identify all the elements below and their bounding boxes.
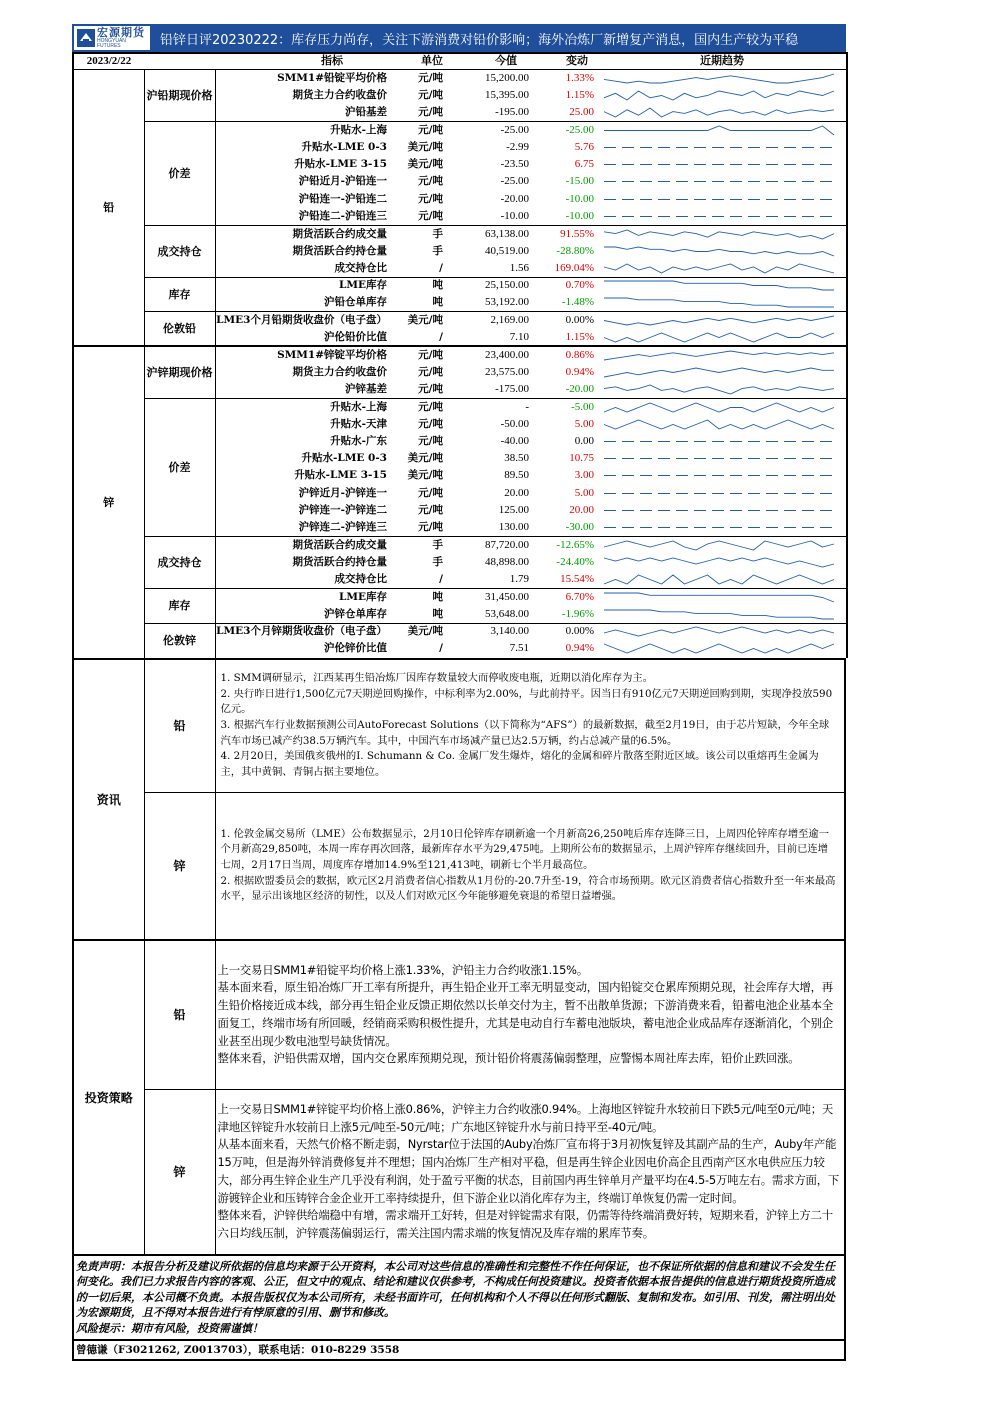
report-page — [72, 24, 846, 1361]
value-cell: 15,395.00 — [485, 88, 529, 101]
sparkline-cell — [598, 571, 847, 588]
unit-cell: 元/吨 — [418, 382, 443, 395]
change-cell: 5.00 — [574, 486, 594, 499]
change-cell: 0.00% — [533, 623, 598, 640]
sparkline-cell — [598, 156, 847, 173]
unit-cell: 元/吨 — [393, 121, 449, 138]
indicator-name: 期货活跃合约成交量 — [215, 225, 393, 242]
group-label: 库存 — [144, 277, 215, 312]
unit-cell: 吨 — [393, 277, 449, 294]
sparkline-chart — [598, 468, 842, 483]
strategy-zinc-label: 锌 — [144, 1090, 215, 1254]
sparkline-cell — [598, 260, 847, 277]
value-cell: -50.00 — [500, 417, 529, 430]
group-label: 库存 — [144, 588, 215, 623]
sparkline-line — [604, 316, 834, 325]
sparkline-line — [604, 281, 834, 290]
header-today: 今值 — [449, 53, 533, 70]
change-cell: 0.94% — [565, 642, 594, 655]
change-cell: 15.54% — [560, 573, 594, 585]
sparkline-chart — [598, 503, 842, 518]
unit-cell: 吨 — [432, 296, 443, 309]
value-cell: -175.00 — [495, 382, 529, 395]
group-label: 伦敦锌 — [144, 623, 215, 658]
unit-cell: / — [439, 573, 443, 585]
sparkline-chart — [598, 555, 842, 570]
change-cell: -25.00 — [533, 121, 598, 138]
sparkline-cell — [598, 173, 847, 190]
change-cell: 1.33% — [565, 71, 594, 84]
news-lead-item: 3. 根据汽车行业数据预测公司AutoForecast Solutions（以下简称为“AFS”）的最新数据，截至2月19日，由于芯片短缺，今年全球汽车市场已减产约38.5万辆汽车。其中，中国汽车市场减产量已达2.5万辆，约占总减产量的6.5%。 — [220, 719, 830, 747]
indicator-name: 升贴水-LME 3-15 — [294, 158, 387, 171]
sparkline-chart — [598, 400, 842, 415]
analyst-contact: 曾德谦（F3021262, Z0013703），联系电话：010-8229 3558 — [72, 1341, 846, 1361]
sparkline-cell — [598, 139, 847, 156]
group-label: 成交持仓 — [144, 537, 215, 589]
sparkline-cell — [598, 398, 847, 415]
indicator-name: LME3个月锌期货收盘价（电子盘） — [215, 623, 393, 640]
news-lead-item: 2. 央行昨日进行1,500亿元7天期逆回购操作，中标利率为2.00%，与此前持平。因当日有910亿元7天期逆回购到期，实现净投放590亿元。 — [220, 687, 833, 716]
indicator-name: 升贴水-天津 — [330, 417, 387, 430]
sparkline-cell — [598, 208, 847, 225]
sparkline-cell — [598, 450, 847, 467]
sparkline-chart — [598, 641, 842, 656]
unit-cell: 手 — [393, 225, 449, 242]
sparkline-chart — [598, 209, 842, 224]
unit-cell: 元/吨 — [418, 365, 443, 378]
sparkline-chart — [598, 157, 842, 172]
value-cell: -23.50 — [500, 158, 529, 171]
value-cell: 2,169.00 — [449, 312, 533, 329]
group-label: 沪锌期现价格 — [144, 346, 215, 398]
sparkline-chart — [598, 330, 842, 345]
indicator-name: 升贴水-上海 — [215, 398, 393, 415]
sparkline-chart — [598, 348, 842, 363]
change-cell: 0.00% — [533, 312, 598, 329]
group-label: 价差 — [144, 398, 215, 536]
unit-cell: 元/吨 — [418, 209, 443, 222]
change-cell: 6.70% — [533, 588, 598, 605]
news-zinc-content — [215, 793, 845, 939]
value-cell: -10.00 — [500, 209, 529, 222]
sparkline-line — [604, 333, 834, 342]
value-cell: 20.00 — [504, 486, 529, 499]
sparkline-chart — [598, 417, 842, 432]
value-cell: 87,720.00 — [449, 537, 533, 554]
value-cell: 89.50 — [504, 469, 529, 482]
sparkline-chart — [598, 244, 842, 259]
change-cell: -20.00 — [565, 382, 594, 395]
strategy-lead-label: 铅 — [144, 940, 215, 1090]
value-cell: 31,450.00 — [449, 588, 533, 605]
change-cell: 10.75 — [569, 452, 594, 465]
sparkline-line — [604, 126, 834, 135]
sparkline-line — [604, 91, 834, 100]
indicator-name: 沪锌连二-沪锌连三 — [298, 521, 387, 534]
value-cell: 40,519.00 — [485, 244, 529, 257]
sparkline-cell — [598, 502, 847, 519]
table-row — [73, 312, 847, 329]
value-cell: 38.50 — [504, 452, 529, 465]
disclaimer-text: 免责声明：本报告分析及建议所依据的信息均来源于公开资料，本公司对这些信息的准确性和完整性不作任何保证，也不保证所依据的信息和建议不会发生任何变化。我们已力求报告内容的客观、公正，但文中的观点、结论和建议仅供参考，不构成任何投资建议。投资者依据本报告提供的信息进行期货投资所造成的一切后果，本公司概不负责。本报告版权仅为本公司所有，未经书面许可，任何机构和个人不得以任何形式翻版、复制和发布。如引用、刊发，需注明出处为宏源期货，且不得对本报告进行有悖原意的引用、删节和修改。 — [76, 1259, 835, 1320]
indicator-name: 沪铅基差 — [345, 105, 387, 118]
change-cell: 5.00 — [574, 417, 594, 430]
unit-cell: 元/吨 — [418, 486, 443, 499]
change-cell: 169.04% — [554, 261, 594, 274]
unit-cell: 元/吨 — [418, 71, 443, 84]
indicator-name: 沪铅仓单库存 — [324, 296, 387, 309]
change-cell: 0.94% — [565, 365, 594, 378]
sparkline-cell — [598, 415, 847, 432]
news-label: 资讯 — [73, 659, 144, 939]
unit-cell: 元/吨 — [418, 175, 443, 188]
indicator-name: 升贴水-上海 — [215, 121, 393, 138]
report-header — [72, 24, 846, 52]
sparkline-chart — [598, 590, 842, 605]
sparkline-cell — [598, 87, 847, 104]
value-cell: - — [449, 398, 533, 415]
table-row — [73, 398, 847, 415]
unit-cell: 元/吨 — [393, 346, 449, 363]
sparkline-cell — [598, 433, 847, 450]
change-cell: 0.70% — [533, 277, 598, 294]
news-lead-label: 铅 — [144, 659, 215, 793]
sparkline-cell — [598, 294, 847, 311]
indicator-name: 沪伦锌价比值 — [324, 642, 387, 655]
indicator-name: 期货主力合约收盘价 — [292, 88, 387, 101]
sparkline-chart — [598, 538, 842, 553]
unit-cell: / — [439, 642, 443, 655]
change-cell: 25.00 — [569, 105, 594, 118]
indicator-name: SMM1#铅锭平均价格 — [277, 71, 387, 84]
change-cell: 1.15% — [565, 88, 594, 101]
sparkline-cell — [598, 277, 847, 294]
sparkline-cell — [598, 346, 847, 363]
sparkline-chart — [598, 624, 842, 639]
news-zinc-label: 锌 — [144, 793, 215, 939]
change-cell: 20.00 — [569, 504, 594, 517]
risk-warning: 风险提示：期市有风险，投资需谨慎！ — [76, 1321, 263, 1335]
value-cell: 53,192.00 — [485, 296, 529, 309]
unit-cell: 元/吨 — [418, 88, 443, 101]
sparkline-line — [604, 575, 834, 584]
sparkline-cell — [598, 519, 847, 536]
header-indicator: 指标 — [215, 53, 393, 70]
disclaimer — [72, 1254, 846, 1341]
strategy-zinc-para: 上一交易日SMM1#锌锭平均价格上涨0.86%，沪锌主力合约收涨0.94%。上海地区锌锭升水较前日下跌5元/吨至0元/吨；天津地区锌锭升水较前日上涨5元/吨至-50元/吨；广东地区锌锭升水与前日持平至-40元/吨。 — [217, 1102, 834, 1134]
value-cell: 7.51 — [509, 642, 529, 655]
unit-cell: 元/吨 — [418, 105, 443, 118]
change-cell: -1.96% — [561, 607, 594, 620]
indicator-name: 升贴水-广东 — [330, 434, 387, 447]
sparkline-cell — [598, 312, 847, 329]
table-row — [73, 225, 847, 242]
unit-cell: 元/吨 — [418, 521, 443, 534]
group-label: 伦敦铅 — [144, 312, 215, 347]
value-cell: 63,138.00 — [449, 225, 533, 242]
unit-cell: 美元/吨 — [393, 312, 449, 329]
sparkline-line — [604, 593, 834, 602]
sparkline-chart — [598, 123, 842, 138]
header-trend: 近期趋势 — [598, 53, 847, 70]
report-date: 2023/2/22 — [73, 53, 144, 70]
unit-cell: 美元/吨 — [393, 623, 449, 640]
news-zinc-item: 1. 伦敦金属交易所（LME）公布数据显示，2月10日伦锌库存刷新逾一个月新高26,250吨后库存连降三日，上周四伦锌库存增至逾一个月新高29,850吨，本周一库存再次回落，最新库存水平为29,475吨。上期所公布的数据显示，上周沪锌库存继续回升，目前已连增七周，2月17日当周，周度库存增加14.9%至121,413吨，刷新七个半月最高位。 — [220, 827, 830, 872]
unit-cell: 美元/吨 — [407, 140, 443, 153]
change-cell: -24.40% — [556, 555, 594, 568]
sparkline-chart — [598, 313, 842, 328]
logo-cn: 宏源期货 — [97, 26, 145, 39]
sparkline-cell — [598, 554, 847, 571]
value-cell: 7.10 — [509, 330, 529, 343]
unit-cell: 手 — [432, 244, 443, 257]
strategy-zinc-para: 整体来看，沪锌供给端稳中有增，需求端开工好转，但是对锌锭需求有限，仍需等待终端消费好转，短期来看，沪锌上方二十六日均线压制，沪锌震荡偏弱运行，需关注国内需求端的恢复情况及库存端的累库节奏。 — [217, 1208, 833, 1240]
sparkline-chart — [598, 520, 842, 535]
change-cell: 3.00 — [574, 469, 594, 482]
change-cell: 1.15% — [565, 330, 594, 343]
news-lead-item: 1. SMM调研显示，江西某再生铅冶炼厂因库存数量较大而停收废电瓶，近期以消化库存为主。 — [220, 672, 654, 685]
indicator-name: 期货活跃合约持仓量 — [292, 244, 387, 257]
sparkline-line — [604, 644, 834, 653]
strategy-zinc-para: 从基本面来看，天然气价格不断走弱，Nyrstar位于法国的Auby冶炼厂宣布将于3月初恢复锌及其副产品的生产，Auby年产能15万吨，但是海外锌消费修复并不理想；国内冶炼厂生产相对平稳，但是再生锌企业因电价高企且西南产区水电供应压力较大，部分再生锌企业生产几乎没有利润，处于盈亏平衡的状态，目前国内再生锌单月产量平均在4.5-5万吨左右。需求方面，下游镀锌企业和压铸锌合金企业开工率持续提升，但下游企业以消化库存为主，终端订单恢复仍需一定时间。 — [217, 1137, 840, 1205]
sparkline-line — [604, 351, 834, 360]
value-cell: 25,150.00 — [449, 277, 533, 294]
unit-cell: 元/吨 — [418, 417, 443, 430]
strategy-lead-para: 整体来看，沪铅供需双增，国内交仓累库预期兑现，预计铅价将震荡偏弱整理，应警惕本周社库去库，铅价止跌回涨。 — [217, 1051, 800, 1066]
news-zinc-item: 2. 根据欧盟委员会的数据，欧元区2月消费者信心指数从1月份的-20.7升至-19，符合市场预期。欧元区消费者信心指数升至一年来最高水平，显示出该地区经济的韧性，以及人们对欧元区今年能够避免衰退的希望日益增强。 — [220, 874, 836, 903]
value-cell: 23,400.00 — [449, 346, 533, 363]
sparkline-chart — [598, 278, 842, 293]
sparkline-cell — [598, 104, 847, 121]
sparkline-cell — [598, 467, 847, 484]
sparkline-chart — [598, 382, 842, 397]
logo-en: HONGYUAN FUTURES — [97, 37, 126, 49]
unit-cell: 吨 — [432, 607, 443, 620]
sparkline-chart — [598, 365, 842, 380]
value-cell: 130.00 — [498, 521, 529, 534]
sparkline-line — [604, 610, 834, 619]
sparkline-chart — [598, 572, 842, 587]
table-header-row — [73, 53, 847, 70]
unit-cell: 手 — [393, 537, 449, 554]
unit-cell: 元/吨 — [418, 192, 443, 205]
table-row — [73, 537, 847, 554]
value-cell: 15,200.00 — [485, 71, 529, 84]
group-label: 沪铅期现价格 — [144, 70, 215, 122]
change-cell: -5.00 — [533, 398, 598, 415]
strategy-section — [72, 939, 846, 1254]
sparkline-line — [604, 403, 834, 412]
strategy-label: 投资策略 — [73, 940, 144, 1254]
indicator-name: 期货活跃合约持仓量 — [292, 555, 387, 568]
unit-cell: 美元/吨 — [407, 158, 443, 171]
change-cell: -10.00 — [565, 209, 594, 222]
change-cell: 91.55% — [533, 225, 598, 242]
change-cell: 6.75 — [574, 158, 594, 171]
indicator-name: 升贴水-LME 0-3 — [301, 140, 387, 153]
news-lead-item: 4. 2月20日，美国俄亥俄州的I. Schumann & Co. 金属厂发生爆炸，熔化的金属和碎片散落至附近区域。该公司以重熔再生金属为主，其中黄铜、青铜占据主要地位。 — [220, 750, 819, 778]
table-row — [73, 277, 847, 294]
sparkline-line — [604, 420, 834, 429]
sparkline-cell — [598, 381, 847, 398]
sparkline-chart — [598, 295, 842, 310]
unit-cell: 美元/吨 — [407, 469, 443, 482]
sparkline-cell — [598, 606, 847, 623]
sparkline-cell — [598, 485, 847, 502]
indicator-name: 升贴水-LME 0-3 — [301, 452, 387, 465]
unit-cell: 美元/吨 — [407, 452, 443, 465]
value-cell: -195.00 — [495, 105, 529, 118]
table-row — [73, 70, 847, 87]
value-cell: -40.00 — [500, 434, 529, 447]
value-cell: 3,140.00 — [449, 623, 533, 640]
indicator-name: 成交持仓比 — [334, 573, 387, 585]
news-section — [72, 658, 846, 939]
indicator-name: 沪伦铅价比值 — [324, 330, 387, 343]
value-cell: -20.00 — [500, 192, 529, 205]
sparkline-line — [604, 108, 834, 117]
sparkline-chart — [598, 192, 842, 207]
indicator-name: 期货活跃合约成交量 — [215, 537, 393, 554]
sparkline-line — [604, 627, 834, 636]
sparkline-cell — [598, 588, 847, 605]
indicator-name: 成交持仓比 — [334, 261, 387, 274]
indicator-name: 期货主力合约收盘价 — [292, 365, 387, 378]
unit-cell: 元/吨 — [393, 398, 449, 415]
table-body — [73, 70, 847, 658]
sparkline-line — [604, 74, 834, 83]
header-empty — [144, 53, 215, 70]
indicator-name: SMM1#锌锭平均价格 — [215, 346, 393, 363]
unit-cell: / — [439, 330, 443, 343]
value-cell: 125.00 — [498, 504, 529, 517]
value-cell: -25.00 — [449, 121, 533, 138]
section-label: 铅 — [73, 70, 144, 347]
value-cell: 1.79 — [509, 573, 529, 585]
sparkline-cell — [598, 191, 847, 208]
sparkline-cell — [598, 537, 847, 554]
sparkline-line — [604, 230, 834, 239]
value-cell: 53,648.00 — [485, 607, 529, 620]
group-label: 价差 — [144, 121, 215, 225]
sparkline-chart — [598, 261, 842, 276]
indicator-name: LME3个月铅期货收盘价（电子盘） — [215, 312, 393, 329]
sparkline-cell — [598, 242, 847, 259]
sparkline-line — [604, 368, 834, 377]
unit-cell: / — [439, 261, 443, 274]
market-data-table — [72, 52, 848, 658]
indicator-name: 升贴水-LME 3-15 — [294, 469, 387, 482]
change-cell: 0.86% — [533, 346, 598, 363]
sparkline-line — [604, 264, 834, 273]
sparkline-cell — [598, 329, 847, 346]
change-cell: -28.80% — [556, 244, 594, 257]
value-cell: 1.56 — [509, 261, 529, 274]
sparkline-chart — [598, 174, 842, 189]
value-cell: 48,898.00 — [485, 555, 529, 568]
indicator-name: 沪锌基差 — [345, 382, 387, 395]
sparkline-chart — [598, 88, 842, 103]
unit-cell: 手 — [432, 555, 443, 568]
change-cell: -15.00 — [565, 175, 594, 188]
sparkline-line — [604, 385, 834, 394]
indicator-name: LME库存 — [215, 588, 393, 605]
indicator-name: 沪铅近月-沪铅连一 — [298, 175, 387, 188]
sparkline-cell — [598, 640, 847, 657]
strategy-zinc-content — [215, 1090, 845, 1254]
sparkline-cell — [598, 623, 847, 640]
sparkline-line — [604, 298, 834, 307]
section-label: 锌 — [73, 346, 144, 657]
unit-cell: 元/吨 — [418, 504, 443, 517]
strategy-lead-content — [215, 940, 845, 1090]
change-cell: -12.65% — [533, 537, 598, 554]
indicator-name: 沪铅连二-沪铅连三 — [298, 209, 387, 222]
sparkline-chart — [598, 105, 842, 120]
news-lead-content — [215, 659, 845, 793]
sparkline-line — [604, 558, 834, 567]
sparkline-cell — [598, 70, 847, 87]
sparkline-cell — [598, 121, 847, 138]
group-label: 成交持仓 — [144, 225, 215, 277]
sparkline-chart — [598, 140, 842, 155]
logo-mark-icon — [77, 29, 95, 47]
unit-cell: 吨 — [393, 588, 449, 605]
sparkline-chart — [598, 71, 842, 86]
strategy-lead-para: 上一交易日SMM1#铅锭平均价格上涨1.33%，沪铅主力合约收涨1.15%。 — [217, 962, 588, 977]
sparkline-line — [604, 541, 834, 550]
sparkline-chart — [598, 486, 842, 501]
sparkline-chart — [598, 607, 842, 622]
indicator-name: 沪铅连一-沪铅连二 — [298, 192, 387, 205]
table-row — [73, 121, 847, 138]
change-cell: -30.00 — [565, 521, 594, 534]
sparkline-chart — [598, 451, 842, 466]
header-unit: 单位 — [393, 53, 449, 70]
table-row — [73, 623, 847, 640]
strategy-lead-para: 基本面来看，原生铅冶炼厂开工率有所提升，再生铅企业开工率无明显变动，国内铅锭交仓累库预期兑现，社会库存大增，再生铅价格接近成本线，部分再生铅企业反馈正期依然以长单交付为主，暂不出散单货源；下游消费来看，铅蓄电池企业基本全面复工，终端市场有所回暖，经销商采购积极性提升，尤其是电动自行车蓄电池版块，蓄电池企业成品库存逐渐消化，个别企业甚至出现少数电池型号缺货情况。 — [217, 980, 833, 1048]
unit-cell: 元/吨 — [418, 434, 443, 447]
indicator-name: LME库存 — [215, 277, 393, 294]
change-cell: 5.76 — [574, 140, 594, 153]
change-cell: -1.48% — [561, 296, 594, 309]
value-cell: 23,575.00 — [485, 365, 529, 378]
page-title: 铅锌日评20230222：库存压力尚存，关注下游消费对铅价影响；海外冶炼厂新增复产消息，国内生产较为平稳 — [160, 32, 799, 48]
sparkline-cell — [598, 364, 847, 381]
table-row — [73, 346, 847, 363]
sparkline-chart — [598, 227, 842, 242]
indicator-name: 沪锌连一-沪锌连二 — [298, 504, 387, 517]
company-logo — [74, 26, 150, 50]
sparkline-chart — [598, 434, 842, 449]
indicator-name: 沪锌仓单库存 — [324, 607, 387, 620]
change-cell: 0.00 — [574, 434, 594, 447]
header-change: 变动 — [533, 53, 598, 70]
sparkline-cell — [598, 225, 847, 242]
change-cell: -10.00 — [565, 192, 594, 205]
value-cell: -25.00 — [500, 175, 529, 188]
table-row — [73, 588, 847, 605]
value-cell: -2.99 — [506, 140, 529, 153]
indicator-name: 沪锌近月-沪锌连一 — [298, 486, 387, 499]
sparkline-line — [604, 247, 834, 256]
